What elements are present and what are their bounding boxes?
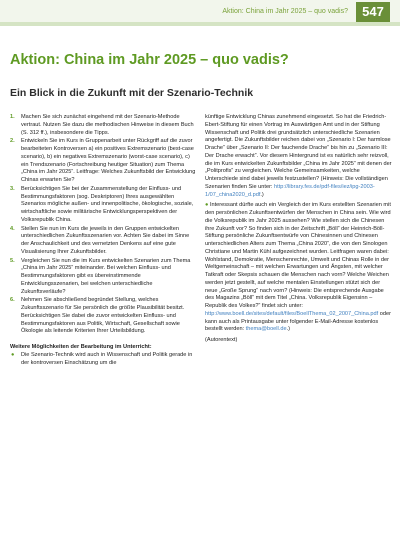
task-text: Berücksichtigen Sie bei der Zusammenstellung der Einfluss- und Bestimmungsfaktoren (sog. Deskriptoren) Ihres ausgewählten Szenarios mögliche außen- und innenpolitische, ökologische, soziale, wirtschaftliche sowie militärische Entwicklungsperspektiven der Volksrepublik China. (21, 185, 194, 223)
page-number: 547 (356, 2, 390, 22)
boell-pdf-link[interactable]: http://www.boell.de/sites/default/files/BoellThema_02_2007_China.pdf (205, 310, 379, 317)
task-list (10, 114, 197, 336)
task-text: Machen Sie sich zunächst eingehend mit der Szenario-Methode vertraut. Nutzen Sie dazu die methodischen Hinweise in diesem Buch (S. 312 ff.), insbesondere die Tipps. (21, 114, 194, 136)
right-paragraph-2 (205, 202, 393, 334)
task-item (10, 226, 197, 257)
boell-email-link[interactable]: thema@boell.de (245, 326, 287, 333)
task-number: 5. (10, 257, 15, 264)
fes-pdf-link[interactable]: http://library.fes.de/pdf-files/iez/ipg-2003-1/07_china2020_d.pdf (205, 183, 375, 198)
task-number: 3. (10, 185, 15, 192)
header-bar (0, 0, 400, 26)
running-head: Aktion: China im Jahr 2025 – quo vadis? (222, 8, 348, 15)
bullet-dot-icon: ● (11, 351, 15, 358)
task-text: Nehmen Sie abschließend begründet Stellung, welches Zukunftsszenario für Sie persönlich die größte Plausibilität besitzt. Berücksichtigen Sie dabei die zuvor entwickelten Einfluss- und Bestimmungsfaktoren aus Politik, Wirtschaft, Gesellschaft sowie Ökologie als leitende Kriterien Ihrer Urteilsbildung. (21, 297, 185, 335)
further-heading: Weitere Möglichkeiten der Bearbeitung im Unterricht: (10, 344, 152, 350)
right-paragraph-2-text: Interessant dürfte auch ein Vergleich der im Kurs erstellten Szenarien mit den persönlichen Zukunftsentwürfen der Menschen in China sein. Wie wird die Volksrepublik im Jahr 2025 aussehen? Wie stellen sich die Chinesen ihre Zukunft vor? So finden sich in der Zeitschrift „Böll“ der Heinrich-Böll-Stiftung persönliche Zukunftsentwürfe von Chinesinnen und Chinesen unterschiedlichen Alters zum Thema „China 2020“, die von den Sinologen Christiane und Martin Kühl aufgezeichnet wurden. Leitfragen waren dabei: Wohlstand, Demokratie, Menschenrechte, Umwelt und Chinas Rolle in der Weltgemeinschaft – mit welchen Erwartungen und Ängsten, mit welcher Tatkraft oder Skepsis schauen die Menschen nach vorn? Welche Weichen werden jetzt gestellt, auf welche mentalen Einstellungen stützt sich der neue „Große Sprung“ nach vorn? (Hinweis: Die entsprechende Ausgabe des Magazins „Böll“ mit dem Titel „China. Volksrepublik Eigensinn – Republik des Volkes?“ findet sich unter: (205, 202, 391, 309)
left-column (10, 114, 197, 367)
task-item (10, 297, 197, 336)
task-item (10, 258, 197, 297)
task-number: 6. (10, 297, 15, 304)
header-rule (0, 22, 400, 26)
page-subtitle: Ein Blick in die Zukunft mit der Szenario-Technik (10, 87, 254, 99)
task-text: Vergleichen Sie nun die im Kurs entwickelten Szenarien zum Thema „China im Jahr 2025“ miteinander. Bei welchen Einfluss- und Bestimmungsfaktoren gibt es übereinstimmende Entwicklungsszenarien, bei welchen unterschiedliche Zukunftsverläufe? (21, 257, 191, 295)
task-text: Stellen Sie nun im Kurs die jeweils in den Gruppen entwickelten unterschiedlichen Zukunftsszenarien vor. Achten Sie dabei im Sinne der Anschaulichkeit und des vernetzten Denkens auf eine gute Visualisierung Ihrer Zukunftsbilder. (21, 225, 190, 255)
right-column (205, 114, 393, 348)
task-number: 1. (10, 114, 15, 120)
right-paragraph-1-end: .) (260, 191, 264, 198)
task-number: 2. (10, 138, 15, 145)
task-number: 4. (10, 225, 15, 232)
further-bullet-text: Die Szenario-Technik wird auch in Wissenschaft und Politik gerade in der kontroversen Einschätzung um die (21, 351, 193, 366)
right-paragraph-2-mid: oder kann auch als Printausgabe unter folgender E-Mail-Adresse kostenlos bestellt werden: (205, 310, 391, 333)
author-note: (Autorentext) (205, 337, 238, 343)
right-paragraph-1 (205, 114, 393, 199)
page-title: Aktion: China im Jahr 2025 – quo vadis? (10, 52, 289, 68)
task-item (10, 186, 197, 225)
right-paragraph-1-text: künftige Entwicklung Chinas zunehmend eingesetzt. So hat die Friedrich-Ebert-Stiftung für einen Vortrag im Auswärtigen Amt und in der Stiftung Wissenschaft und Politik drei grundsätzlich unterschiedliche Szenarien angefertigt. Die Zukunftsbilder reichen dabei von „Szenario I: Der harmlose Drache“ über „Szenario II: Der fauchende Drache“ bis hin zu „Szenario III: Der Drache erwacht“. Vor diesem Hintergrund ist es natürlich sehr reizvoll, die im Kurs entwickelten Zukunftsbilder „China im Jahr 2025“ mit denen der „Politprofis“ zu vergleichen. Welche Gemeinsamkeiten, welche Unterschiede sind dabei jeweils festzustellen? (Hinweis: Die vollständigen Szenarien finden Sie unter: (205, 114, 392, 190)
right-paragraph-2-end: .) (286, 326, 290, 333)
task-item (10, 138, 197, 185)
task-item (10, 114, 197, 137)
further-bullet-item (10, 352, 197, 368)
bullet-dot-icon: ● (205, 202, 210, 209)
task-text: Entwickeln Sie im Kurs in Gruppenarbeit unter Rückgriff auf die zuvor bearbeiteten Kontroversen a) ein positives Extremszenario (best-case scenario), b) ein negatives Extremszenario (worst-case scenario), c) ein Trendszenario (Fortschreibung heutiger Situation) zum Thema „China im Jahr 2025“. Leitfrage: Welches Zukunftsbild der Entwicklung Chinas erwarten Sie? (21, 138, 196, 183)
